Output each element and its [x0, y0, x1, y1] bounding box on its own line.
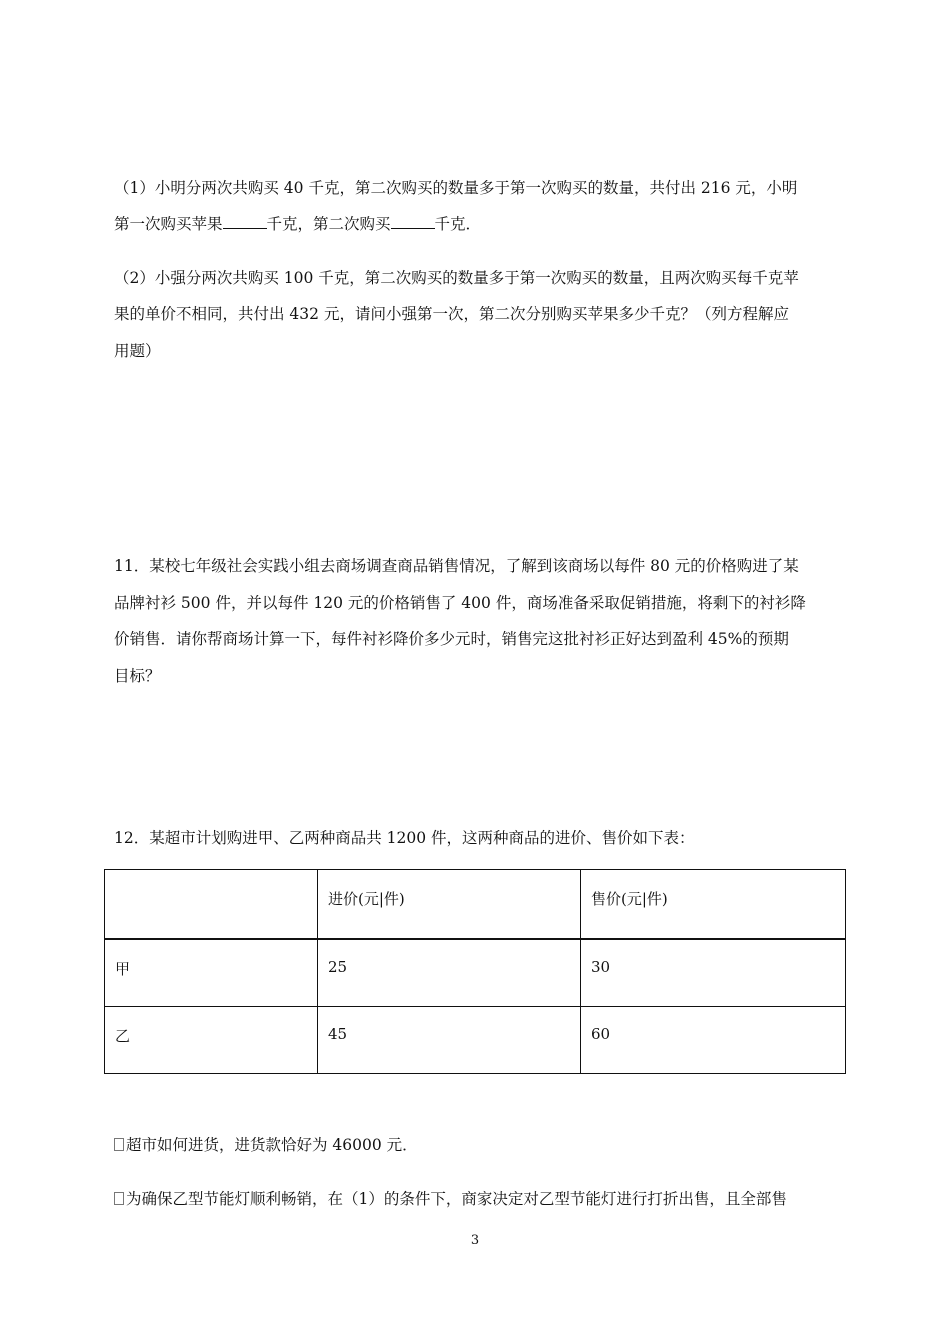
q12-sub2: [114, 1189, 787, 1209]
q10-part1-text-c: 千克．: [434, 215, 482, 233]
price-table: [104, 869, 846, 1074]
q10-part1-line1: （1）小明分两次共购买 40 千克，第二次购买的数量多于第一次购买的数量，共付出 216 元，小明: [114, 179, 798, 197]
table-cell: 60: [581, 1007, 846, 1074]
q10-part2-line3: 用题）: [114, 342, 161, 360]
table-cell: 甲: [105, 939, 318, 1007]
page-number: 3: [470, 1233, 480, 1248]
q12-sub1: [114, 1135, 418, 1155]
table-row: [105, 1007, 846, 1074]
q10-part2-line1: （2）小强分两次共购买 100 千克，第二次购买的数量多于第一次购买的数量，且两次购买每千克苹: [114, 269, 799, 287]
q11-line1: 11．某校七年级社会实践小组去商场调查商品销售情况，了解到该商场以每件 80 元的价格购进了某: [114, 557, 799, 575]
table-cell: 25: [318, 939, 581, 1007]
table-row: [105, 939, 846, 1007]
answer-blank-1: [223, 214, 267, 229]
table-cell: 乙: [105, 1007, 318, 1074]
table-header-cell-2: 售价(元|件): [581, 870, 846, 940]
q10-part1-text-a: 第一次购买苹果: [114, 215, 223, 233]
table-header-cell-1: 进价(元|件): [318, 870, 581, 940]
q11-line2: 品牌衬衫 500 件，并以每件 120 元的价格销售了 400 件，商场准备采取促销措施，将剩下的衬衫降: [114, 594, 806, 612]
q10-part1-line2: [114, 214, 481, 234]
answer-blank-2: [391, 214, 435, 229]
table-cell: 45: [318, 1007, 581, 1074]
q12-sub1-text: 超市如何进货，进货款恰好为 46000 元．: [126, 1136, 418, 1154]
q11-line3: 价销售．请你帮商场计算一下，每件衬衫降价多少元时，销售完这批衬衫正好达到盈利 45%的预期: [114, 630, 789, 648]
q12-intro: 12．某超市计划购进甲、乙两种商品共 1200 件，这两种商品的进价、售价如下表：: [114, 829, 695, 847]
q10-part2-line2: 果的单价不相同，共付出 432 元，请问小强第一次，第二次分别购买苹果多少千克？（列方程解应: [114, 305, 789, 323]
q10-part1-text-b: 千克，第二次购买: [266, 215, 391, 233]
table-header-cell-0: [105, 870, 318, 940]
missing-glyph-icon: [114, 1192, 124, 1205]
table-header-row: [105, 870, 846, 940]
q12-sub2-text: 为确保乙型节能灯顺利畅销，在（1）的条件下，商家决定对乙型节能灯进行打折出售，且全部售: [126, 1190, 787, 1208]
missing-glyph-icon: [114, 1138, 124, 1151]
table-cell: 30: [581, 939, 846, 1007]
q11-line4: 目标？: [114, 667, 161, 685]
